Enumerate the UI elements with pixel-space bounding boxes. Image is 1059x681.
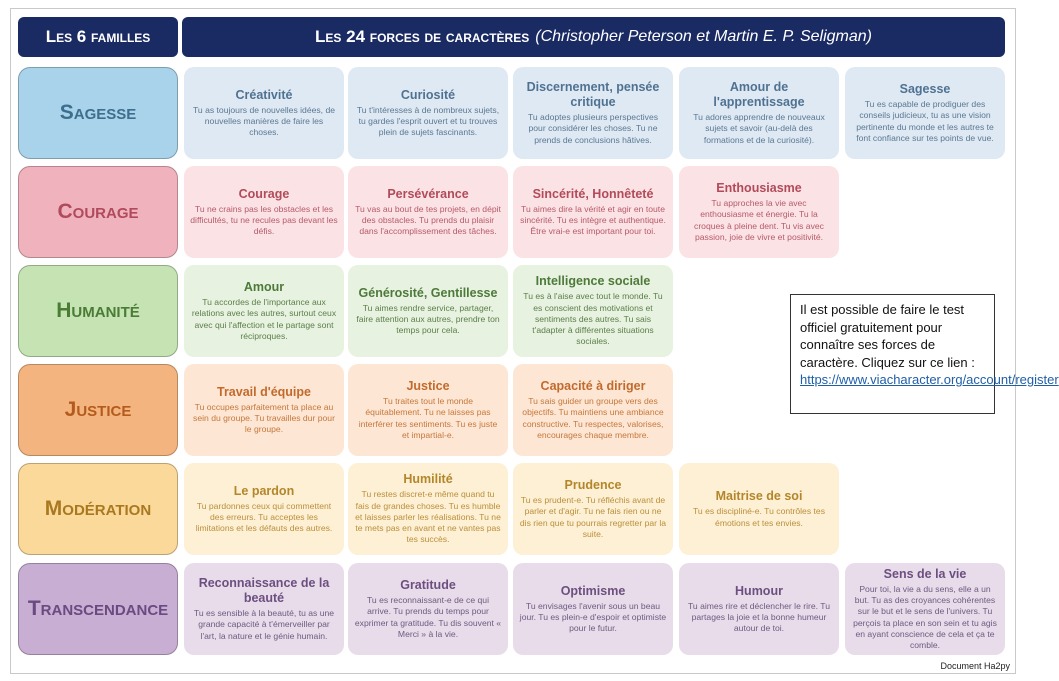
force-title: Curiosité [400, 87, 456, 102]
force-description: Tu envisages l'avenir sous un beau jour. Tu es plein-e d'espoir et optimiste pour le futur. [519, 600, 667, 634]
force-description: Tu accordes de l'importance aux relations avec les autres, surtout ceux avec qui l'affection et le partage sont réciproques. [191, 297, 337, 341]
force-description: Tu es reconnaissant-e de ce qui arrive. Tu prends du temps pour exprimer ta gratitude. Tu dis souvent « Merci » à la vie. [354, 595, 502, 639]
force-card [679, 563, 839, 655]
family-moderation: Modération [18, 463, 178, 555]
force-card [348, 563, 508, 655]
force-title: Reconnaissance de la beauté [198, 576, 330, 606]
force-card [348, 67, 508, 159]
force-description: Tu aimes rendre service, partager, faire attention aux autres, prendre ton temps pour cela. [356, 302, 500, 336]
force-title: Persévérance [387, 186, 469, 201]
force-card [679, 67, 839, 159]
force-title: Sagesse [899, 82, 951, 97]
force-description: Tu aimes rire et déclencher le rire. Tu partages la joie et la bonne humeur autour de toi. [687, 600, 830, 634]
force-description: Tu sais guider un groupe vers des objectifs. Tu maintiens une ambiance constructive. Tu respectes, valorises, encourages chaque membre. [522, 396, 664, 440]
force-description: Tu es sensible à la beauté, tu as une grande capacité à t'émerveiller par l'art, la nature et le génie humain. [193, 608, 335, 641]
force-description: Tu pardonnes ceux qui commettent des erreurs. Tu acceptes les limitations et les défauts des autres. [195, 500, 333, 534]
force-title: Courage [238, 186, 290, 201]
force-title: Capacité à diriger [540, 379, 646, 394]
force-title: Générosité, Gentillesse [358, 285, 498, 300]
info-box-text: Il est possible de faire le test officiel gratuitement pour connaître ses forces de caractère. Cliquez sur ce lien : [800, 302, 975, 370]
families-header-title: Les 6 familles [45, 27, 151, 46]
force-description: Tu restes discret-e même quand tu fais de grandes choses. Tu es humble et laisses parler les réalisations. Tu ne te mets pas en avant et ne vantes pas tes succès. [355, 489, 501, 545]
force-description: Tu approches la vie avec enthousiasme et énergie. Tu la croques à pleine dent. Tu vis avec passion, joie de vivre et positivité. [694, 198, 824, 242]
force-card [513, 563, 673, 655]
force-title: Prudence [564, 478, 622, 493]
family-sagesse: Sagesse [18, 67, 178, 159]
force-description: Tu aimes dire la vérité et agir en toute sincérité. Tu es intègre et authentique. Être vrai-e est important pour toi. [520, 203, 666, 237]
force-card [845, 67, 1005, 159]
forces-header-authors: (Christopher Peterson et Martin E. P. Seligman) [535, 28, 872, 45]
force-title: Enthousiasme [716, 181, 802, 196]
force-title: Amour de l'apprentissage [713, 80, 805, 110]
force-title: Humour [735, 583, 783, 598]
force-title: Humilité [403, 472, 453, 487]
force-card [184, 67, 344, 159]
force-title: Gratitude [400, 578, 456, 593]
force-description: Tu as toujours de nouvelles idées, de nouvelles manières de faire les choses. [192, 104, 336, 138]
forces-header-title: Les 24 forces de caractères [315, 27, 530, 46]
force-description: Tu adores apprendre de nouveaux sujets et savoir (au-delà des formations et de la curiosité). [693, 112, 825, 145]
force-description: Tu es capable de prodiguer des conseils judicieux, tu as une vision pertinente du monde et les autres te font confiance sur tes points de vue. [856, 99, 994, 143]
force-title: Maitrise de soi [715, 489, 803, 504]
force-description: Tu es prudent-e. Tu réfléchis avant de parler et d'agir. Tu ne fais rien ou ne dis rien que tu pourrais regretter par la suite. [519, 495, 667, 539]
force-title: Sens de la vie [883, 566, 967, 581]
force-card [679, 463, 839, 555]
force-card [184, 364, 344, 456]
force-card [513, 364, 673, 456]
force-card [679, 166, 839, 258]
forces-header [182, 17, 1005, 57]
force-title: Amour [243, 280, 285, 295]
force-card [513, 265, 673, 357]
force-title: Le pardon [233, 483, 295, 498]
register-link[interactable]: https://www.viacharacter.org/account/register [800, 372, 1059, 387]
family-humanite: Humanité [18, 265, 178, 357]
force-card [184, 166, 344, 258]
force-card [184, 563, 344, 655]
force-card [348, 463, 508, 555]
force-card [513, 463, 673, 555]
force-description: Tu es discipliné-e. Tu contrôles tes émotions et tes envies. [693, 506, 825, 528]
families-header [18, 17, 178, 57]
force-title: Créativité [235, 87, 293, 102]
force-card [513, 166, 673, 258]
force-card [513, 67, 673, 159]
force-title: Travail d'équipe [217, 384, 311, 399]
family-justice: Justice [18, 364, 178, 456]
force-title: Optimisme [560, 583, 626, 598]
force-card [184, 463, 344, 555]
force-description: Tu traites tout le monde équitablement. Tu ne laisses pas interférer tes sentiments. Tu es juste et impartial-e. [358, 396, 498, 440]
force-description: Tu adoptes plusieurs perspectives pour considérer les choses. Tu ne prends de conclusions hâtives. [527, 112, 659, 145]
force-card [845, 563, 1005, 655]
force-title: Sincérité, Honnêteté [532, 186, 654, 201]
force-card [348, 364, 508, 456]
force-card [184, 265, 344, 357]
force-card [348, 265, 508, 357]
force-title: Justice [406, 379, 450, 394]
force-description: Tu ne crains pas les obstacles et les difficultés, tu ne recules pas devant les défis. [190, 203, 338, 237]
force-title: Discernement, pensée critique [526, 80, 660, 110]
force-card [348, 166, 508, 258]
info-box [790, 294, 1059, 414]
force-title: Intelligence sociale [535, 274, 651, 289]
family-courage: Courage [18, 166, 178, 258]
force-description: Tu occupes parfaitement ta place au sein du groupe. Tu travailles dur pour le groupe. [193, 401, 335, 435]
force-description: Tu es à l'aise avec tout le monde. Tu es conscient des motivations et sentiments des autres. Tu sais t'adapter à différentes situations sociales. [523, 291, 663, 347]
force-description: Tu vas au bout de tes projets, en dépit des obstacles. Tu prends du plaisir dans l'accomplissement des tâches. [355, 203, 501, 237]
family-transcendance: Transcendance [18, 563, 178, 655]
force-description: Tu t'intéresses à de nombreux sujets, tu gardes l'esprit ouvert et tu trouves plein de sujets fascinants. [356, 104, 500, 138]
document-credit: Document Ha2py [940, 661, 1010, 671]
force-description: Pour toi, la vie a du sens, elle a un but. Tu as des croyances cohérentes sur le but et le sens de l'univers. Tu perçois ta place en son sein et tu agis en ayant conscience de cela et ça te comble. [853, 583, 997, 650]
